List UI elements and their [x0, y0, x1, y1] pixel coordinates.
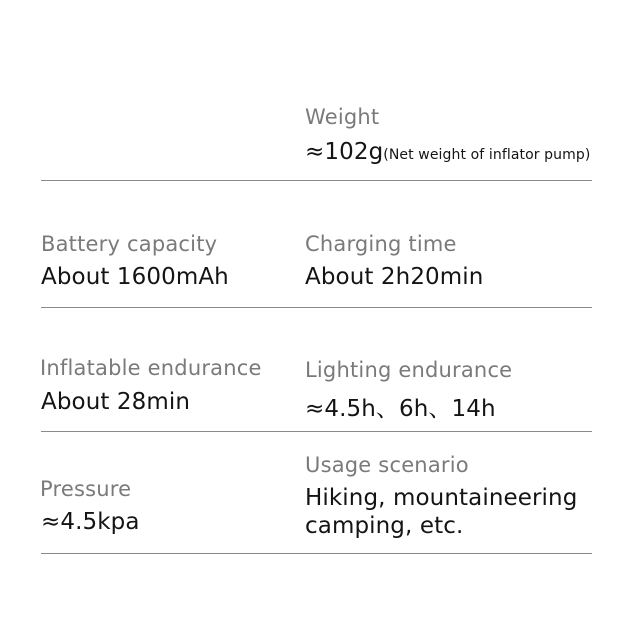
battery-capacity-label: Battery capacity	[41, 232, 218, 256]
inflatable-endurance-value: About 28min	[41, 389, 191, 415]
pressure-label: Pressure	[40, 477, 132, 501]
usage-scenario-label: Usage scenario	[305, 453, 469, 477]
lighting-endurance-value: ≈4.5h、6h、14h	[305, 396, 496, 422]
weight-value	[305, 139, 590, 165]
usage-scenario-value	[305, 484, 577, 540]
charging-time-value: About 2h20min	[305, 264, 484, 290]
inflatable-endurance-label: Inflatable endurance	[40, 356, 262, 380]
charging-time-label: Charging time	[305, 232, 457, 256]
pressure-value: ≈4.5kpa	[41, 509, 140, 535]
divider	[41, 553, 592, 554]
divider	[41, 180, 592, 181]
weight-note: (Net weight of inflator pump)	[383, 147, 591, 163]
battery-capacity-value: About 1600mAh	[41, 264, 229, 290]
usage-scenario-line: camping, etc.	[305, 513, 464, 539]
divider	[41, 307, 592, 308]
lighting-endurance-label: Lighting endurance	[305, 358, 513, 382]
usage-scenario-line: Hiking, mountaineering	[305, 485, 578, 511]
weight-value-main: ≈102g	[305, 139, 384, 165]
weight-label: Weight	[305, 105, 380, 129]
divider	[41, 431, 592, 432]
